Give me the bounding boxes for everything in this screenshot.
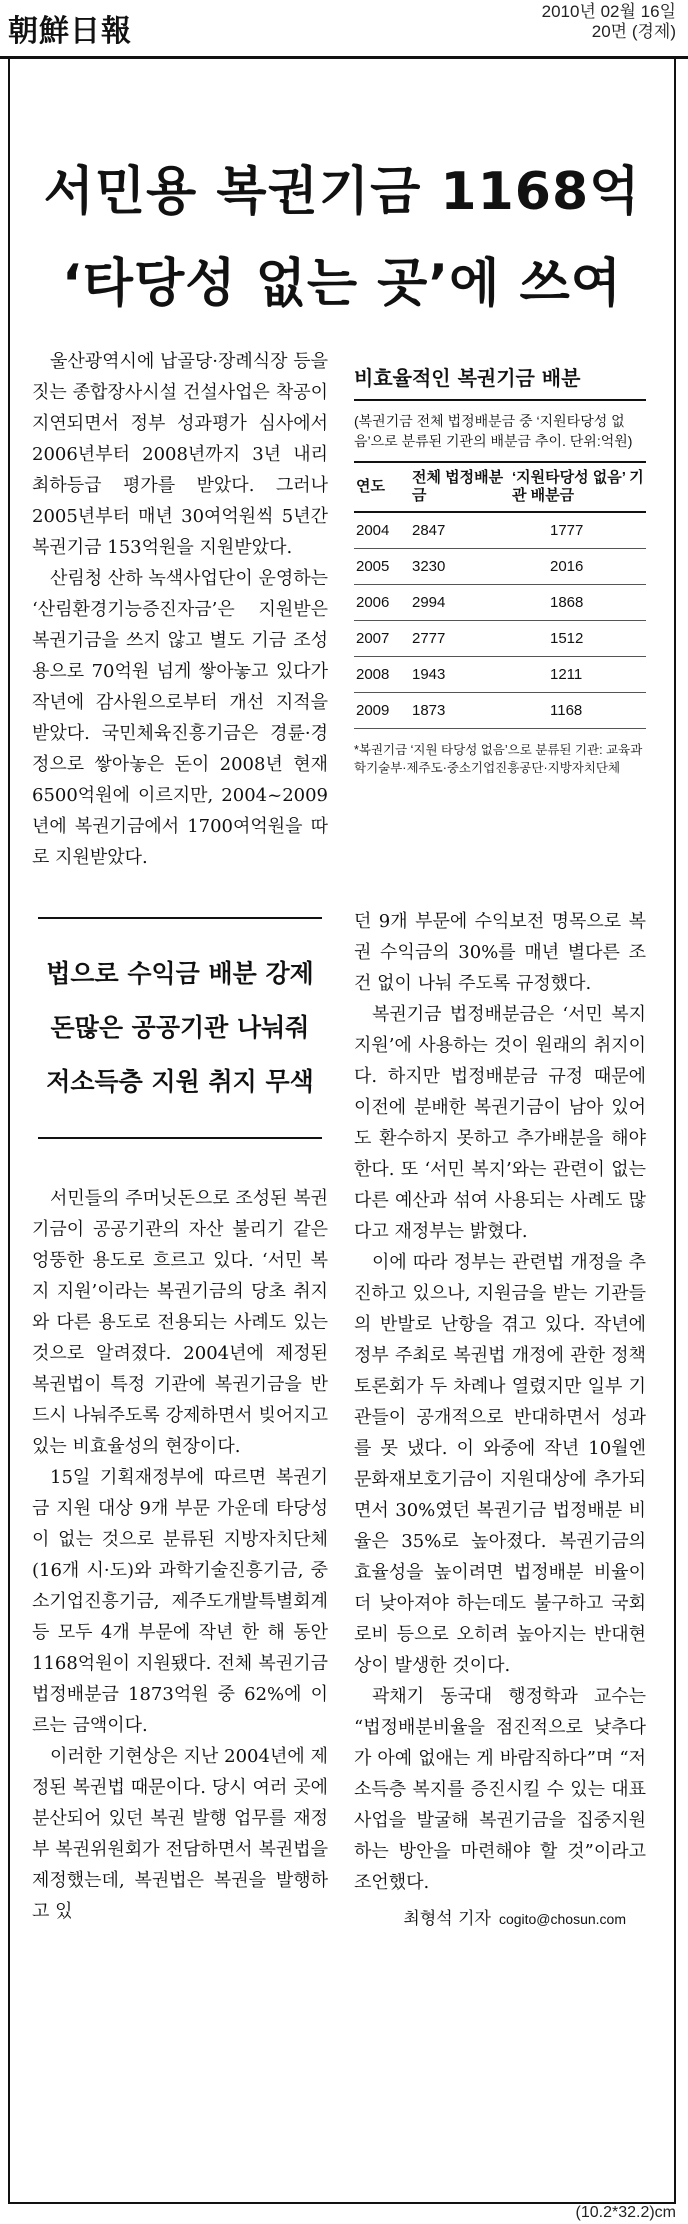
cell-total: 1873 — [410, 693, 510, 729]
body-paragraph: 복권기금 법정배분금은 ‘서민 복지 지원’에 사용하는 것이 원래의 취지이다. 하지만 법정배분금 규정 때문에 이전에 분배한 복권기금이 남아 있어도 환수하지 못하고 추가배분을 해야 한다. 또 ‘서민 복지’와는 관련이 없는 다른 예산과 섞여 사용되는 사례도 많다고 재정부는 밝혔다. — [354, 1004, 646, 1242]
header-year: 연도 — [354, 462, 410, 512]
cell-invalid: 1512 — [510, 621, 646, 657]
cell-invalid: 2016 — [510, 549, 646, 585]
cell-year: 2007 — [354, 621, 410, 657]
table-row — [354, 621, 646, 657]
publication-meta — [542, 2, 676, 42]
header-total: 전체 법정배분금 — [410, 462, 510, 512]
body-paragraph: 서민들의 주머닛돈으로 조성된 복권기금이 공공기관의 자산 불리기 같은 엉뚱한 용도로 흐르고 있다. ‘서민 복지 지원’이라는 복권기금의 당초 취지와 다른 용도로 전용되는 사례도 있는 것으로 알려졌다. 2004년에 제정된 복권법이 특정 기관에 복권기금을 반드시 나눠주도록 강제하면서 빚어지고 있는 비효율성의 현장이다. — [32, 1188, 328, 1457]
cell-year: 2005 — [354, 549, 410, 585]
headline — [10, 146, 674, 330]
table-header-row — [354, 462, 646, 512]
cell-invalid: 1868 — [510, 585, 646, 621]
subheadline-line-2: 돈많은 공공기관 나눠줘 — [50, 1013, 310, 1042]
page-header — [0, 0, 688, 59]
header-invalid: ‘지원타당성 없음’ 기관 배분금 — [510, 462, 646, 512]
cell-year: 2008 — [354, 657, 410, 693]
subheadline-line-1: 법으로 수익금 배분 강제 — [46, 959, 314, 988]
publication-section: 20면 (경제) — [591, 22, 676, 41]
table-title: 비효율적인 복권기금 배분 — [354, 356, 646, 401]
right-column — [354, 906, 646, 1935]
body-paragraph: 이러한 기현상은 지난 2004년에 제정된 복권법 때문이다. 당시 여러 곳에 분산되어 있던 복권 발행 업무를 재정부 복권위원회가 전담하면서 복권법을 제정했는데, 복권법은 복권을 발행하고 있 — [32, 1746, 328, 1922]
headline-line-1: 서민용 복권기금 1168억 — [43, 162, 641, 222]
table-row — [354, 693, 646, 729]
table-row — [354, 657, 646, 693]
cell-invalid: 1168 — [510, 693, 646, 729]
body-paragraph: 울산광역시에 납골당·장례식장 등을 짓는 종합장사시설 건설사업은 착공이 지연되면서 정부 성과평가 심사에서 2006년부터 2008년까지 3년 내리 최하등급 평가를 받았다. 그러나 2005년부터 매년 30여억원씩 5년간 복권기금 153억원을 지원받았다. — [32, 351, 328, 558]
newspaper-logo: 朝鮮日報 — [8, 14, 132, 49]
reporter-name: 최형석 기자 — [403, 1909, 491, 1929]
body-paragraph: 던 9개 부문에 수익보전 명목으로 복권 수익금의 30%를 매년 별다른 조건 없이 나눠 주도록 규정했다. — [354, 911, 646, 994]
cell-total: 3230 — [410, 549, 510, 585]
byline — [354, 1904, 646, 1935]
table-note: (복권기금 전체 법정배분금 중 ‘지원타당성 없음’으로 분류된 기관의 배분금 추이. 단위:억원) — [354, 413, 633, 449]
table-row — [354, 585, 646, 621]
headline-line-2: ‘타당성 없는 곳’에 쓰여 — [62, 254, 622, 314]
cell-year: 2004 — [354, 512, 410, 549]
cell-year: 2006 — [354, 585, 410, 621]
table-row — [354, 512, 646, 549]
cell-total: 2994 — [410, 585, 510, 621]
cell-total: 1943 — [410, 657, 510, 693]
data-table-box — [354, 356, 646, 777]
allocation-table — [354, 461, 646, 729]
body-paragraph: 15일 기획재정부에 따르면 복권기금 지원 대상 9개 부문 가운데 타당성이 없는 것으로 분류된 지방자치단체(16개 시·도)와 과학기술진흥기금, 중소기업진흥기금, 제주도개발특별회계 등 모두 4개 부문에 작년 한 해 동안 1168억원이 지원됐다. 전체 복권기금 법정배분금 1873억원 중 62%에 이르는 금액이다. — [32, 1467, 328, 1736]
cell-invalid: 1777 — [510, 512, 646, 549]
body-paragraph: 산림청 산하 녹색사업단이 운영하는 ‘산림환경기능증진자금’은 지원받은 복권기금을 쓰지 않고 별도 기금 조성용으로 70억원 넘게 쌓아놓고 있다가 작년에 감사원으로부터 개선 지적을 받았다. 국민체육진흥기금은 경륜·경정으로 쌓아놓은 돈이 2008년 현재 6500억원에 이르지만, 2004~2009년에 복권기금에서 1700여억원을 따로 지원받았다. — [32, 568, 328, 868]
reporter-email[interactable]: cogito@chosun.com — [498, 1911, 626, 1927]
left-column — [32, 346, 328, 1927]
subheadline-line-3: 저소득층 지원 취지 무색 — [46, 1067, 314, 1096]
cell-invalid: 1211 — [510, 657, 646, 693]
table-footnote: *복권기금 ‘지원 타당성 없음’으로 분류된 기관: 교육과학기술부·제주도·중소기업진흥공단·지방자치단체 — [354, 743, 643, 775]
cell-year: 2009 — [354, 693, 410, 729]
table-row — [354, 549, 646, 585]
cell-total: 2847 — [410, 512, 510, 549]
subheadline-box — [38, 917, 322, 1139]
publication-date: 2010년 02월 16일 — [541, 2, 676, 21]
body-paragraph: 곽채기 동국대 행정학과 교수는 “법정배분비율을 점진적으로 낮추다가 아예 없애는 게 바람직하다”며 “저소득층 복지를 증진시킬 수 있는 대표사업을 발굴해 복권기금을 집중지원하는 방안을 마련해야 할 것”이라고 조언했다. — [354, 1686, 646, 1893]
body-paragraph: 이에 따라 정부는 관련법 개정을 추진하고 있으나, 지원금을 받는 기관들의 반발로 난항을 겪고 있다. 작년에 정부 주최로 복권법 개정에 관한 정책 토론회가 두 차례나 열렸지만 일부 기관들이 공개적으로 반대하면서 성과를 못 냈다. 이 와중에 작년 10월엔 문화재보호기금이 지원대상에 추가되면서 30%였던 복권기금 법정배분 비율은 35%로 높아졌다. 복권기금의 효율성을 높이려면 법정배분 비율이 더 낮아져야 하는데도 불구하고 국회로비 등으로 오히려 높아지는 반대현상이 발생한 것이다. — [354, 1252, 646, 1676]
cell-total: 2777 — [410, 621, 510, 657]
clipping-size: (10.2*32.2)cm — [575, 2204, 676, 2221]
